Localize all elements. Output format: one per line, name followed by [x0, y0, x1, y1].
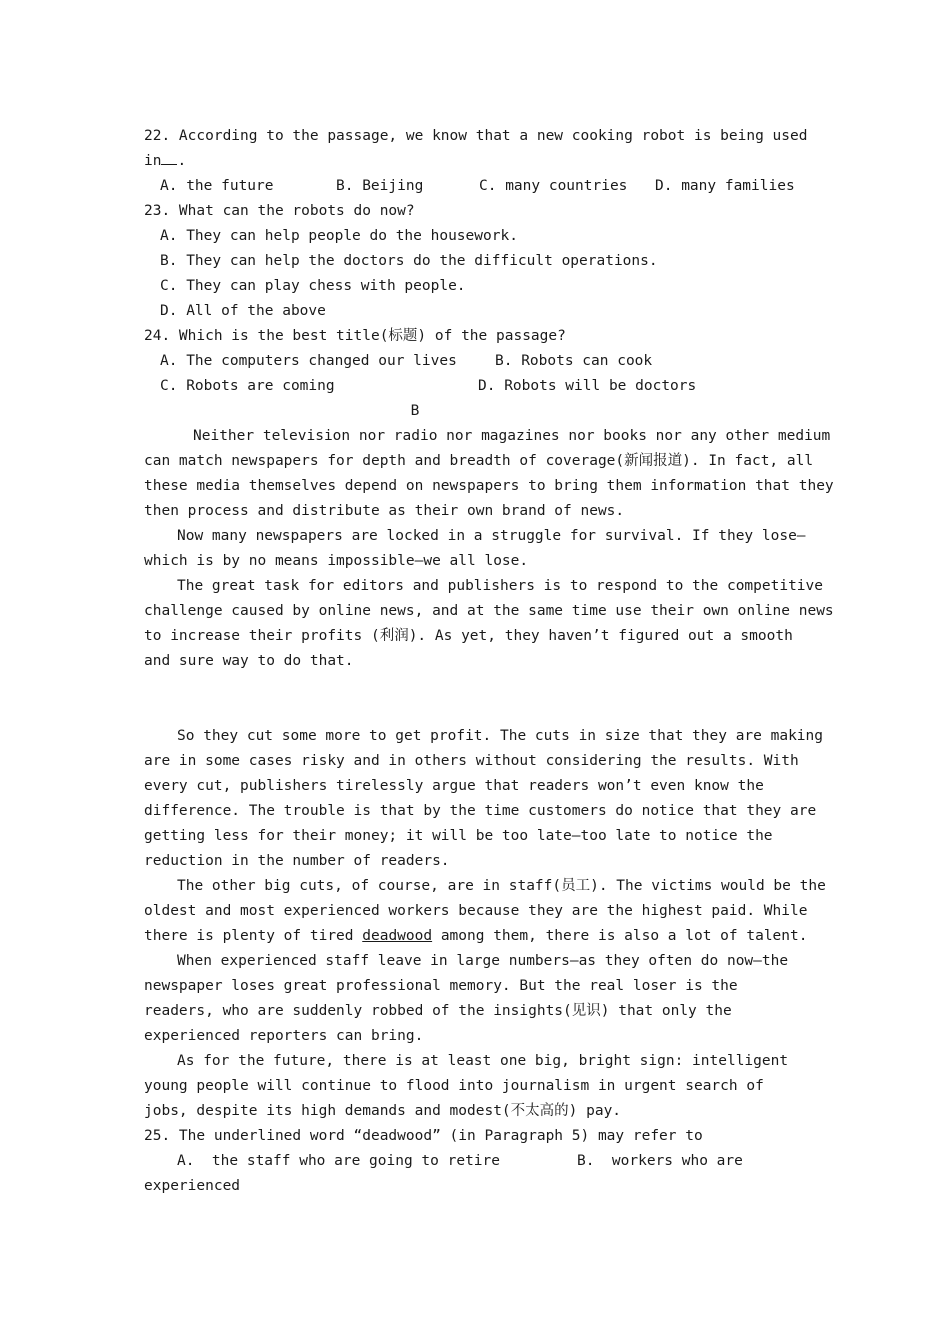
- q23-stem: 23. What can the robots do now?: [144, 203, 415, 219]
- q23-option-d: D. All of the above: [160, 303, 326, 319]
- q22-stem-line2: in .: [144, 149, 810, 174]
- q22-options: [144, 174, 810, 199]
- passage-line: to increase their profits (利润). As yet, they haven’t figured out a smooth: [144, 628, 793, 644]
- answer-blank: [161, 150, 177, 165]
- page-break-gap: [144, 699, 810, 724]
- q23-option-b: B. They can help the doctors do the difficult operations.: [160, 253, 658, 269]
- passage-line: newspaper loses great professional memory. But the real loser is the: [144, 978, 738, 994]
- passage-line: and sure way to do that.: [144, 653, 354, 669]
- passage-line: So they cut some more to get profit. The cuts in size that they are making: [177, 728, 824, 744]
- passage-line: getting less for their money; it will be too late—too late to notice the: [144, 828, 773, 844]
- passage-line: reduction in the number of readers.: [144, 853, 450, 869]
- passage-line: Now many newspapers are locked in a struggle for survival. If they lose—: [177, 528, 806, 544]
- passage-line: these media themselves depend on newspapers to bring them information that they: [144, 478, 834, 494]
- q25-option-b: B. workers who are: [577, 1153, 743, 1169]
- section-b-heading: B: [410, 403, 420, 419]
- q25-option-a: A. the staff who are going to retire: [177, 1153, 501, 1169]
- q22-option-d: D. many families: [655, 178, 795, 194]
- passage-line: challenge caused by online news, and at the same time use their own online news: [144, 603, 834, 619]
- passage-line: The other big cuts, of course, are in staff(员工). The victims would be the: [177, 878, 826, 894]
- q22-option-c: C. many countries: [479, 178, 628, 194]
- q25-option-b-continued: experienced: [144, 1178, 241, 1194]
- q22-option-a: A. the future: [160, 178, 274, 194]
- passage-line: When experienced staff leave in large numbers—as they often do now—the: [177, 953, 789, 969]
- q24-option-a: A. The computers changed our lives: [160, 353, 457, 369]
- passage-line: are in some cases risky and in others without considering the results. With: [144, 753, 799, 769]
- passage-line: young people will continue to flood into journalism in urgent search of: [144, 1078, 764, 1094]
- passage-line: difference. The trouble is that by the time customers do notice that they are: [144, 803, 817, 819]
- document-page: [144, 124, 834, 1199]
- q24-options-row2: [144, 374, 810, 399]
- q24-option-b: B. Robots can cook: [495, 353, 653, 369]
- passage-line: The great task for editors and publishers is to respond to the competitive: [177, 578, 824, 594]
- passage-line: oldest and most experienced workers because they are the highest paid. While: [144, 903, 808, 919]
- passage-line: experienced reporters can bring.: [144, 1028, 424, 1044]
- passage-line: which is by no means impossible—we all lose.: [144, 553, 529, 569]
- q24-option-c: C. Robots are coming: [160, 378, 335, 394]
- passage-line: As for the future, there is at least one big, bright sign: intelligent: [177, 1053, 789, 1069]
- page-break-gap: [144, 674, 810, 699]
- passage-line: readers, who are suddenly robbed of the insights(见识) that only the: [144, 1003, 732, 1019]
- q23-option-a: A. They can help people do the housework.: [160, 228, 518, 244]
- underlined-word-deadwood: deadwood: [362, 928, 433, 944]
- q22-option-b: B. Beijing: [336, 178, 424, 194]
- q24-stem: 24. Which is the best title(标题) of the passage?: [144, 328, 566, 344]
- q24-option-d: D. Robots will be doctors: [478, 378, 697, 394]
- q22-stem-line1: 22. According to the passage, we know that a new cooking robot is being used: [144, 128, 808, 144]
- passage-line: Neither television nor radio nor magazines nor books nor any other medium: [193, 428, 831, 444]
- q24-options-row1: [144, 349, 810, 374]
- passage-line: every cut, publishers tirelessly argue that readers won’t even know the: [144, 778, 764, 794]
- passage-line: then process and distribute as their own brand of news.: [144, 503, 625, 519]
- q25-stem: 25. The underlined word “deadwood” (in Paragraph 5) may refer to: [144, 1128, 703, 1144]
- passage-line: can match newspapers for depth and breadth of coverage(新闻报道). In fact, all: [144, 453, 814, 469]
- passage-line: jobs, despite its high demands and modest(不太高的) pay.: [144, 1103, 622, 1119]
- q25-options: [144, 1149, 810, 1174]
- q23-option-c: C. They can play chess with people.: [160, 278, 466, 294]
- passage-line-with-underline: there is plenty of tired deadwood among them, there is also a lot of talent.: [144, 928, 808, 944]
